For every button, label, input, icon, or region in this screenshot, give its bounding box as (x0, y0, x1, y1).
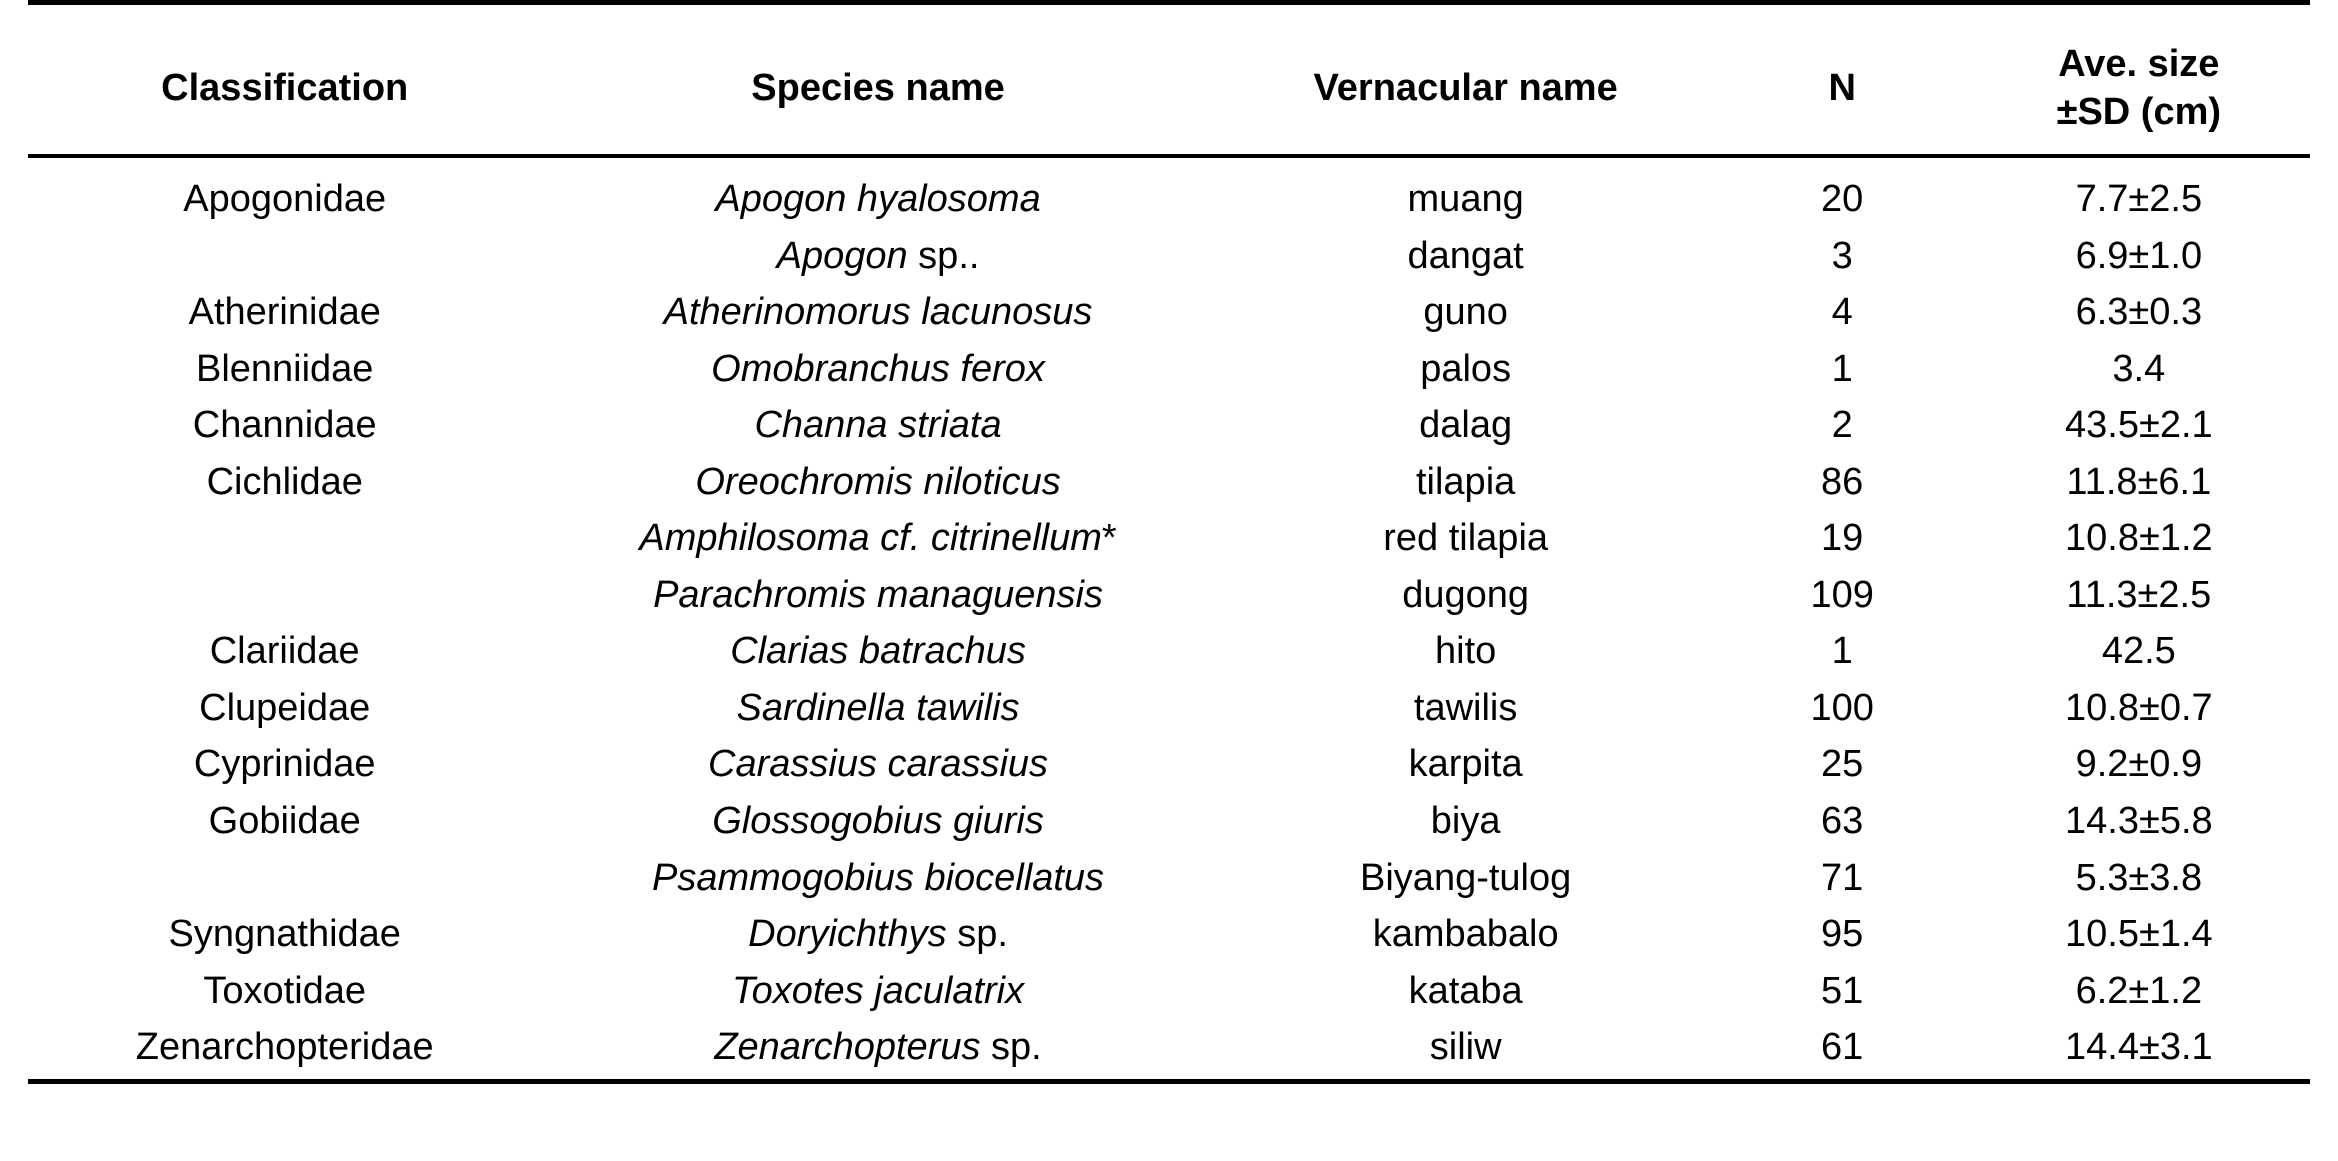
cell-n: 19 (1821, 517, 1864, 560)
species-italic-part: Toxotes jaculatrix (731, 969, 1025, 1012)
cell-species-name (541, 623, 1214, 680)
cell-vernacular-name: guno (1423, 291, 1508, 334)
column-header-average-size (1968, 3, 2310, 157)
cell-vernacular-name: siliw (1429, 1026, 1502, 1069)
cell-classification: Zenarchopteridae (135, 1026, 434, 1069)
cell-n: 109 (1810, 573, 1874, 616)
cell-average-size: 6.9±1.0 (2075, 234, 2203, 277)
species-roman-part: sp. (946, 913, 1008, 956)
species-italic-part: Oreochromis niloticus (695, 460, 1061, 503)
cell-classification (28, 228, 541, 285)
cell-average-size: 3.4 (2112, 347, 2166, 390)
column-header-average-size-label-line1: Ave. size (2058, 43, 2220, 85)
cell-average-size: 11.3±2.5 (2066, 573, 2212, 616)
cell-classification: Cyprinidae (193, 743, 376, 786)
cell-vernacular-name: kambabalo (1372, 913, 1559, 956)
cell-n: 25 (1821, 743, 1864, 786)
cell-vernacular-name: tilapia (1415, 460, 1516, 503)
cell-species-name (541, 1019, 1214, 1081)
cell-n: 71 (1821, 856, 1864, 899)
cell-classification: Cichlidae (206, 460, 363, 503)
table-row (28, 736, 2310, 793)
table-row (28, 341, 2310, 398)
species-italic-part: Apogon hyalosoma (715, 178, 1041, 220)
column-header-species-label: Species name (751, 66, 1005, 109)
table-header (28, 3, 2310, 157)
column-header-vernacular-label: Vernacular name (1313, 66, 1618, 109)
species-italic-part: Carassius carassius (708, 743, 1049, 786)
cell-classification: Clupeidae (199, 686, 371, 729)
cell-vernacular-name: dangat (1407, 234, 1524, 277)
cell-n: 1 (1831, 630, 1853, 673)
column-header-n-label: N (1828, 66, 1856, 109)
cell-vernacular-name: kataba (1408, 969, 1523, 1012)
table-row (28, 454, 2310, 511)
species-italic-part: Doryichthys (748, 913, 947, 956)
column-header-classification (28, 3, 541, 157)
cell-average-size: 11.8±6.1 (2066, 460, 2212, 503)
species-italic-part: Atherinomorus lacunosus (663, 291, 1093, 334)
table-row (28, 793, 2310, 850)
cell-classification: Channidae (192, 404, 377, 447)
species-italic-part: Zenarchopterus (714, 1026, 981, 1069)
cell-average-size: 7.7±2.5 (2075, 178, 2203, 220)
cell-vernacular-name: hito (1435, 630, 1497, 673)
cell-species-name (541, 284, 1214, 341)
column-header-species (541, 3, 1214, 157)
cell-n: 1 (1831, 347, 1853, 390)
cell-classification: Clariidae (209, 630, 360, 673)
species-italic-part: Psammogobius biocellatus (652, 856, 1105, 899)
cell-classification: Toxotidae (203, 969, 367, 1012)
cell-n: 3 (1831, 234, 1853, 277)
cell-average-size: 14.4±3.1 (2065, 1026, 2213, 1069)
cell-species-name (541, 454, 1214, 511)
column-header-classification-label: Classification (161, 66, 409, 109)
cell-species-name (541, 963, 1214, 1020)
table-row (28, 1019, 2310, 1081)
cell-vernacular-name: karpita (1408, 743, 1523, 786)
cell-classification: Apogonidae (183, 178, 387, 220)
cell-n: 63 (1821, 800, 1864, 843)
cell-average-size: 10.5±1.4 (2065, 913, 2213, 956)
cell-species-name (541, 567, 1214, 624)
table-footer-rule (28, 1081, 2310, 1094)
species-italic-part: Sardinella tawilis (736, 686, 1020, 729)
species-table (28, 0, 2310, 1094)
species-roman-part: sp.. (907, 234, 980, 277)
cell-species-name (541, 680, 1214, 737)
cell-n: 100 (1810, 686, 1874, 729)
species-asterisk-marker: * (1101, 517, 1117, 560)
cell-species-name (541, 228, 1214, 285)
cell-vernacular-name: biya (1430, 800, 1501, 843)
cell-species-name (541, 793, 1214, 850)
cell-classification: Syngnathidae (168, 913, 401, 956)
cell-vernacular-name: palos (1420, 347, 1512, 390)
species-italic-part: Glossogobius giuris (712, 800, 1044, 843)
cell-average-size: 10.8±1.2 (2065, 517, 2213, 560)
table-body (28, 156, 2310, 1081)
cell-species-name (541, 510, 1214, 567)
column-header-vernacular (1215, 3, 1717, 157)
cell-average-size: 9.2±0.9 (2075, 743, 2203, 786)
species-italic-part: Omobranchus ferox (711, 347, 1045, 390)
cell-vernacular-name: muang (1407, 178, 1524, 220)
cell-n: 51 (1821, 969, 1864, 1012)
cell-average-size: 43.5±2.1 (2065, 404, 2213, 447)
table-row (28, 284, 2310, 341)
cell-n: 4 (1831, 291, 1853, 334)
cell-classification: Atherinidae (188, 291, 381, 334)
table-row (28, 510, 2310, 567)
cell-average-size: 14.3±5.8 (2065, 800, 2213, 843)
cell-n: 95 (1821, 913, 1864, 956)
table-row (28, 906, 2310, 963)
cell-n: 86 (1821, 460, 1864, 503)
cell-species-name (541, 156, 1214, 228)
table-row (28, 228, 2310, 285)
cell-species-name (541, 850, 1214, 907)
table-row (28, 156, 2310, 228)
table-row (28, 623, 2310, 680)
table-row (28, 680, 2310, 737)
cell-species-name (541, 341, 1214, 398)
table-row (28, 963, 2310, 1020)
species-italic-part: Apogon (776, 234, 908, 277)
cell-classification (28, 567, 541, 624)
cell-species-name (541, 736, 1214, 793)
species-italic-part: Clarias batrachus (730, 630, 1026, 673)
cell-vernacular-name: Biyang-tulog (1360, 856, 1572, 899)
column-header-n (1717, 3, 1968, 157)
cell-species-name (541, 906, 1214, 963)
table-row (28, 567, 2310, 624)
cell-average-size: 6.2±1.2 (2075, 969, 2203, 1012)
species-italic-part: Parachromis managuensis (653, 573, 1103, 616)
cell-vernacular-name: red tilapia (1383, 517, 1549, 560)
cell-classification (28, 510, 541, 567)
cell-classification: Gobiidae (208, 800, 361, 843)
cell-vernacular-name: tawilis (1413, 686, 1518, 729)
species-roman-part: sp. (980, 1026, 1042, 1069)
cell-average-size: 6.3±0.3 (2075, 291, 2203, 334)
bottom-rule (28, 1081, 2310, 1094)
cell-average-size: 5.3±3.8 (2075, 856, 2203, 899)
species-italic-part: Amphilosoma cf. citrinellum (639, 517, 1102, 560)
cell-species-name (541, 397, 1214, 454)
table-row (28, 397, 2310, 454)
cell-n: 61 (1821, 1026, 1864, 1069)
cell-vernacular-name: dalag (1419, 404, 1513, 447)
table-row (28, 850, 2310, 907)
cell-n: 20 (1821, 178, 1864, 220)
cell-classification: Blenniidae (195, 347, 374, 390)
cell-average-size: 10.8±0.7 (2065, 686, 2213, 729)
cell-vernacular-name: dugong (1402, 573, 1530, 616)
cell-classification (28, 850, 541, 907)
species-italic-part: Channa striata (754, 404, 1002, 447)
cell-average-size: 42.5 (2101, 630, 2176, 673)
cell-n: 2 (1831, 404, 1853, 447)
column-header-average-size-label-line2: ±SD (cm) (2056, 90, 2222, 133)
